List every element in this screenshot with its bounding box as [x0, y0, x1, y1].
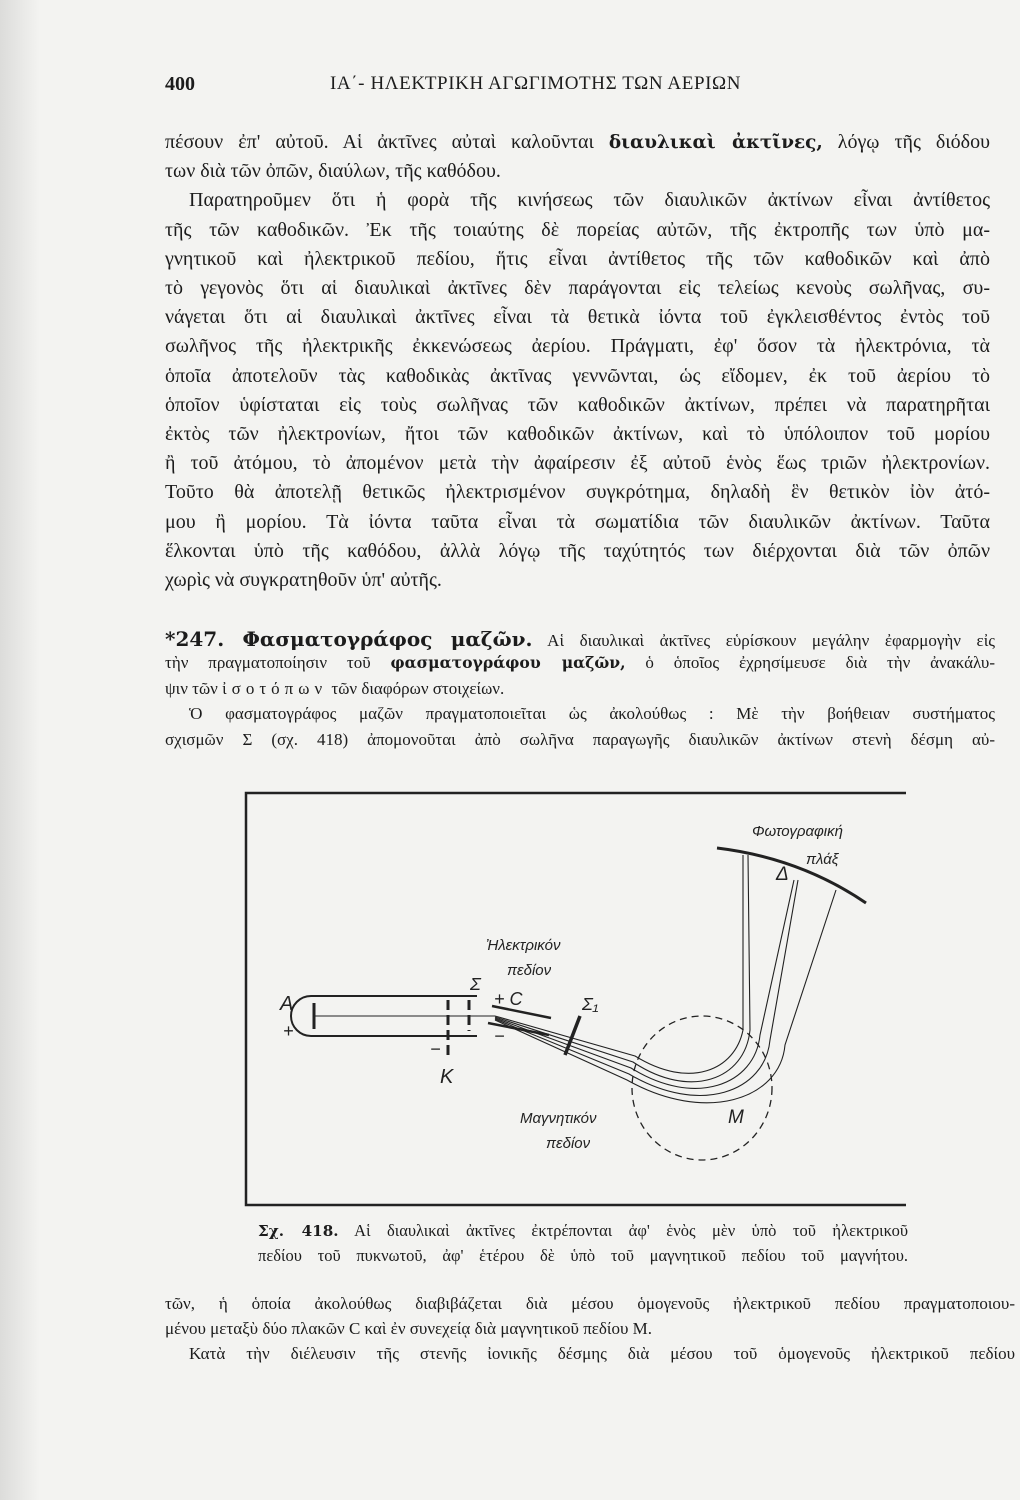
text-run: μου ἢ μορίου. Τὰ ἰόντα ταῦτα εἶναι τὰ σωματίδια τῶν διαυλικῶν ἀκτίνων. Ταῦτα — [165, 510, 990, 533]
text-run: σχισμῶν Σ (σχ. 418) ἀπομονοῦται ἀπὸ σωλῆνα παραγωγῆς διαυλικῶν ἀκτίνων στενὴ δέσμη αὐ- — [165, 730, 995, 750]
text-run: Αἱ διαυλικαὶ ἀκτῖνες εὑρίσκουν μεγάλην ἐφαρμογὴν εἰς — [532, 631, 996, 650]
text-run: πέσουν ἐπ' αὐτοῦ. Αἱ ἀκτῖνες αὐταὶ καλοῦνται — [165, 131, 609, 153]
text-run: τῶν διαφόρων στοιχείων. — [327, 678, 505, 698]
text-line — [165, 569, 990, 592]
label-photographic-1: Φωτογραφική — [752, 823, 843, 840]
text-run: τῶν, ἡ ὁποία ἀκολούθως διαβιβάζεται διὰ μέσου ὁμογενοῦς ἠλεκτρικοῦ πεδίου πραγματοποιου- — [165, 1294, 1015, 1313]
label-plate-minus: − — [494, 1026, 505, 1046]
label-cathode: K — [440, 1066, 454, 1088]
text-run: τῆς τῶν καθοδικῶν. Ἐκ τῆς τοιαύτης δὲ πορείας αὐτῶν, τῆς ἐκτροπῆς των ὑπὸ μα- — [165, 218, 990, 241]
bold-term: Σχ. 418. — [258, 1222, 339, 1240]
text-run: μένου μεταξὺ δύο πλακῶν C καὶ ἐν συνεχείᾳ διὰ μαγνητικοῦ πεδίου M. — [165, 1319, 653, 1338]
label-photographic-2: πλάξ — [806, 851, 839, 868]
capacitor-plate-positive — [492, 1006, 551, 1018]
text-run: ὁποῖον ὑφίσταται εἰς τοὺς σωλῆνας τῶν καθοδικῶν ἀκτίνων, πρέπει νὰ παρατηρῆται — [165, 393, 990, 416]
label-sigma1: Σ₁ — [582, 994, 599, 1014]
text-line — [165, 730, 995, 750]
ion-trajectories — [495, 855, 836, 1103]
text-line — [165, 277, 990, 300]
text-line — [165, 306, 990, 329]
label-delta: Δ — [776, 864, 789, 885]
text-run: νάγεται ὅτι αἱ διαυλικαὶ ἀκτῖνες εἶναι τὰ θετικὰ ἰόντα τοῦ ἐγκλεισθέντος ἐντὸς τοῦ — [165, 306, 990, 329]
label-cathode-minus: − — [430, 1039, 441, 1059]
text-run: ἰσοτόπων — [222, 678, 328, 698]
text-run: ἐκτὸς τῶν ἠλεκτρονίων, ἤτοι τῶν καθοδικῶν ἀκτίνων, καὶ τὸ ὑπόλοιπον τοῦ μορίου — [165, 423, 990, 445]
text-line — [165, 481, 990, 504]
text-line — [165, 679, 995, 699]
scan-edge-shadow — [0, 0, 40, 1500]
text-line — [165, 189, 990, 212]
figure-frame — [246, 793, 906, 1205]
text-run: Αἱ διαυλικαὶ ἀκτῖνες ἐκτρέπονται ἀφ' ἑνὸς μὲν ὑπὸ τοῦ ἠλεκτρικοῦ — [338, 1221, 908, 1240]
text-run: ὁ ὁποῖος ἐχρησίμευσε διὰ τὴν ἀνακάλυ- — [625, 652, 995, 672]
capacitor-plate-negative — [488, 1023, 549, 1035]
bold-term: διαυλικαὶ ἀκτῖνες, — [608, 132, 823, 153]
text-run: τὸ γεγονὸς ὅτι αἱ διαυλικαὶ ἀκτῖνες δὲν παράγονται εἰς τελείως κενοὺς σωλῆνας, συ- — [165, 277, 990, 299]
text-line — [165, 704, 995, 724]
label-magnetic-field-1: Μαγνητικόν — [520, 1110, 597, 1127]
bold-term: φασματογράφου μαζῶν, — [390, 652, 626, 672]
label-electric-field-2: πεδίον — [507, 962, 552, 979]
text-line — [165, 365, 990, 388]
text-run: ὁποῖα ἀποτελοῦν τὰς καθοδικὰς ἀκτῖνας γεννῶνται, ὡς εἴδομεν, ἐκ τοῦ ἀερίου τὸ — [165, 364, 990, 387]
text-line — [165, 653, 995, 673]
label-slits: Σ — [470, 974, 481, 994]
text-run: γνητικοῦ καὶ ἠλεκτρικοῦ πεδίου, ἥτις εἶναι ἀντίθετος τῆς τῶν καθοδικῶν καὶ ἀπὸ — [165, 247, 990, 270]
text-run: ψιν τῶν — [165, 678, 223, 698]
photographic-plate — [717, 848, 866, 903]
label-plate-plus-c: + C — [494, 989, 523, 1009]
text-line — [165, 219, 990, 242]
text-run: Ὁ φασματογράφος μαζῶν πραγματοποιεῖται ὡς ἀκολούθως : Μὲ τὴν βοήθειαν συστήματος — [189, 704, 995, 724]
text-line — [165, 160, 990, 183]
label-electric-field-1: Ἠλεκτρικόν — [486, 937, 561, 954]
text-line — [258, 1246, 908, 1266]
text-run: λόγῳ τῆς διόδου — [822, 131, 990, 153]
text-line — [165, 1344, 1015, 1364]
text-run: των διὰ τῶν ὀπῶν, διαύλων, τῆς καθόδου. — [165, 160, 501, 183]
text-line — [165, 1294, 1015, 1314]
label-magnetic-field-2: πεδίον — [546, 1135, 591, 1152]
text-line — [165, 452, 990, 475]
text-run: σωλῆνος τῆς ἠλεκτρικῆς ἐκκενώσεως ἀερίου. Πράγματι, ἐφ' ὅσον τὰ ἠλεκτρόνια, τὰ — [165, 335, 990, 358]
text-run: ἕλκονται ὑπὸ τῆς καθόδου, ἀλλὰ λόγῳ τῆς ταχύτητός των διέρχονται διὰ τῶν ὀπῶν — [165, 539, 990, 562]
text-run: χωρὶς νὰ συγκρατηθοῦν ὑπ' αὐτῆς. — [165, 569, 442, 591]
text-run: τὴν πραγματοποίησιν τοῦ — [165, 652, 391, 672]
text-run: ἢ τοῦ ἀτόμου, τὸ ἀπομένον μετὰ τὴν ἀφαίρεσιν ἐξ αὐτοῦ ἑνὸς ἕως τριῶν ἠλεκτρονίων. — [165, 452, 990, 475]
discharge-tube — [291, 996, 477, 1036]
text-line — [165, 131, 990, 154]
text-line — [165, 248, 990, 271]
text-run: Κατὰ τὴν διέλευσιν τῆς στενῆς ἰονικῆς δέσμης διὰ μέσου τοῦ ὁμογενοῦς ἠλεκτρικοῦ πεδίου — [189, 1344, 1015, 1363]
text-run: Παρατηροῦμεν ὅτι ἡ φορὰ τῆς κινήσεως τῶν διαυλικῶν ἀκτίνων εἶναι ἀντίθετος — [189, 189, 990, 212]
text-line — [165, 627, 995, 651]
text-line — [165, 511, 990, 534]
label-magnet: M — [728, 1107, 744, 1128]
text-line — [165, 394, 990, 417]
page-number: 400 — [165, 73, 195, 95]
running-title: ΙΑ΄- ΗΛΕΚΤΡΙΚΗ ΑΓΩΓΙΜΟΤΗΣ ΤΩΝ ΑΕΡΙΩΝ — [330, 73, 742, 94]
text-line — [165, 423, 990, 446]
text-line — [165, 1319, 1015, 1339]
text-line — [165, 335, 990, 358]
text-run: πεδίου τοῦ πυκνωτοῦ, ἀφ' ἑτέρου δὲ ὑπὸ τοῦ μαγνητικοῦ πεδίου τοῦ μαγνήτου. — [258, 1246, 908, 1265]
label-anode: A — [280, 993, 294, 1015]
text-line — [258, 1221, 908, 1241]
label-anode-plus: + — [283, 1021, 294, 1041]
text-run: Τοῦτο θὰ ἀποτελῇ θετικῶς ἠλεκτρισμένον συγκρότημα, δηλαδὴ ἓν θετικὸν ἰὸν ἀτό- — [165, 481, 990, 504]
magnetic-field-region — [632, 1016, 772, 1160]
slit-sigma1 — [565, 1016, 580, 1055]
text-line — [165, 540, 990, 563]
bold-term: *247. Φασματογράφος μαζῶν. — [165, 627, 533, 651]
